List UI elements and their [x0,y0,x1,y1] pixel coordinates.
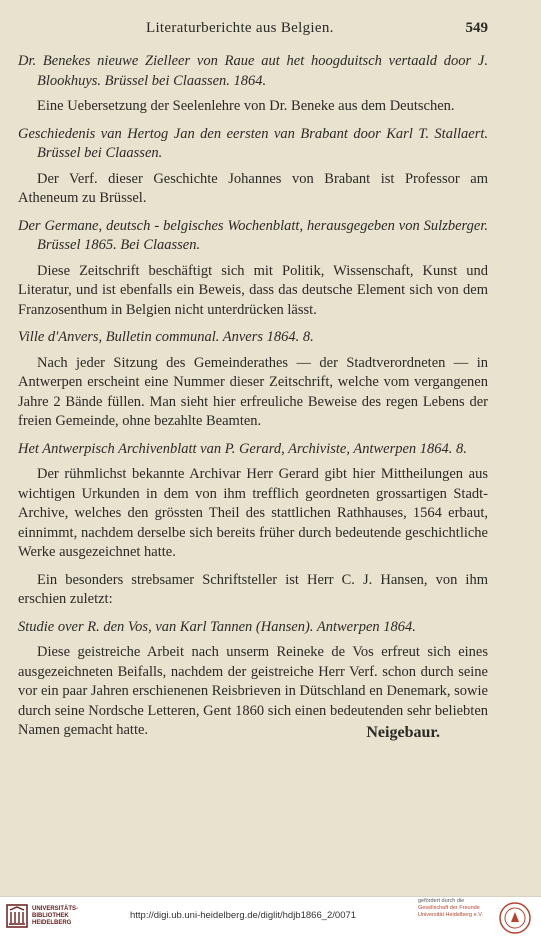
entry-2 [18,125,488,209]
library-logo-icon [6,904,28,928]
citation: Dr. Benekes nieuwe Zielleer von Raue aut het hoogduitsch vertaald door J. Blookhuys. Brüssel bei Claassen. 1864. [18,53,488,89]
citation: Der Germane, deutsch - belgisches Wochenblatt, herausgegeben von Sulzberger. Brüssel 1865. Bei Claassen. [18,217,488,253]
funding-note [418,898,496,919]
funding-org: Gesellschaft der Freunde Universität Heidelberg e.V. [418,905,483,918]
funding-label: gefördert durch die [418,898,465,904]
paragraph: Diese Zeitschrift beschäftigt sich mit Politik, Wissenschaft, Kunst und Literatur, und ist ebenfalls ein Beweis, dass das deutsche Element sich von dem Franzosenthum in Belgien nicht unterdrücken lässt. [18,262,488,318]
library-name: UNIVERSITÄTS-BIBLIOTHEK HEIDELBERG [32,906,79,926]
entry-1 [18,52,488,117]
entry-6 [18,618,488,741]
page-number: 549 [465,20,488,36]
footer-divider [0,896,541,897]
digitization-footer [0,896,541,938]
running-head [18,20,488,42]
university-seal-icon [499,902,531,934]
paragraph: Ein besonders strebsamer Schriftsteller ist Herr C. J. Hansen, von ihm erschien zuletzt: [18,571,488,607]
citation: Geschiedenis van Hertog Jan den eersten van Brabant door Karl T. Stallaert. Brüssel bei Claassen. [18,125,488,161]
entry-4 [18,328,488,432]
author-signature: Neigebaur. [366,723,440,741]
permalink-url[interactable]: http://digi.ub.uni-heidelberg.de/diglit/hdjb1866_2/0071 [130,910,357,921]
paragraph: Der rühmlichst bekannte Archivar Herr Gerard gibt hier Mittheilungen aus wichtigen Urkunden in dem von ihm trefflich geordneten grossartigen Stadt-Archive, welches den grössten Theil des stattlichen Rathhauses, 1564 erbaut, einnimmt, nachdem derselbe sich bereits früher durch bedeutende geschichtliche Werke ausgezeichnet hatte. [18,466,488,560]
entry-3 [18,217,488,321]
citation: Het Antwerpisch Archivenblatt van P. Gerard, Archiviste, Antwerpen 1864. 8. [18,440,467,457]
running-title: Literaturberichte aus Belgien. [146,20,334,36]
paragraph: Eine Uebersetzung der Seelenlehre von Dr. Beneke aus dem Deutschen. [37,98,455,114]
citation: Studie over R. den Vos, van Karl Tannen (Hansen). Antwerpen 1864. [18,618,416,635]
citation: Ville d'Anvers, Bulletin communal. Anvers 1864. 8. [18,329,314,345]
paragraph: Nach jeder Sitzung des Gemeinderathes — der Stadtverordneten — in Antwerpen erscheint eine Nummer dieser Zeitschrift, welche vom vergangenen Jahre 2 Bände füllen. Man sieht hier erfreuliche Beweise des regen Lebens der freien Gemeinde, ohne bezahlte Beamten. [18,354,488,429]
entries [18,52,488,742]
paragraph: Diese geistreiche Arbeit nach unserm Reineke de Vos erfreut sich eines ausgezeichneten Beifalls, nachdem der geistreiche Herr Verf. schon durch seine vor ein paar Jahren erschienenen Reisbrieven in Dütschland en Denemark, sowie durch seine Nordsche Letteren, Gent 1860 sich einen bedeutenden sehr beliebten Namen gemacht hatte. [18,644,488,738]
library-logo[interactable] [6,902,98,932]
entry-5 [18,440,488,610]
paragraph: Der Verf. dieser Geschichte Johannes von Brabant ist Professor am Atheneum zu Brüssel. [18,170,488,206]
